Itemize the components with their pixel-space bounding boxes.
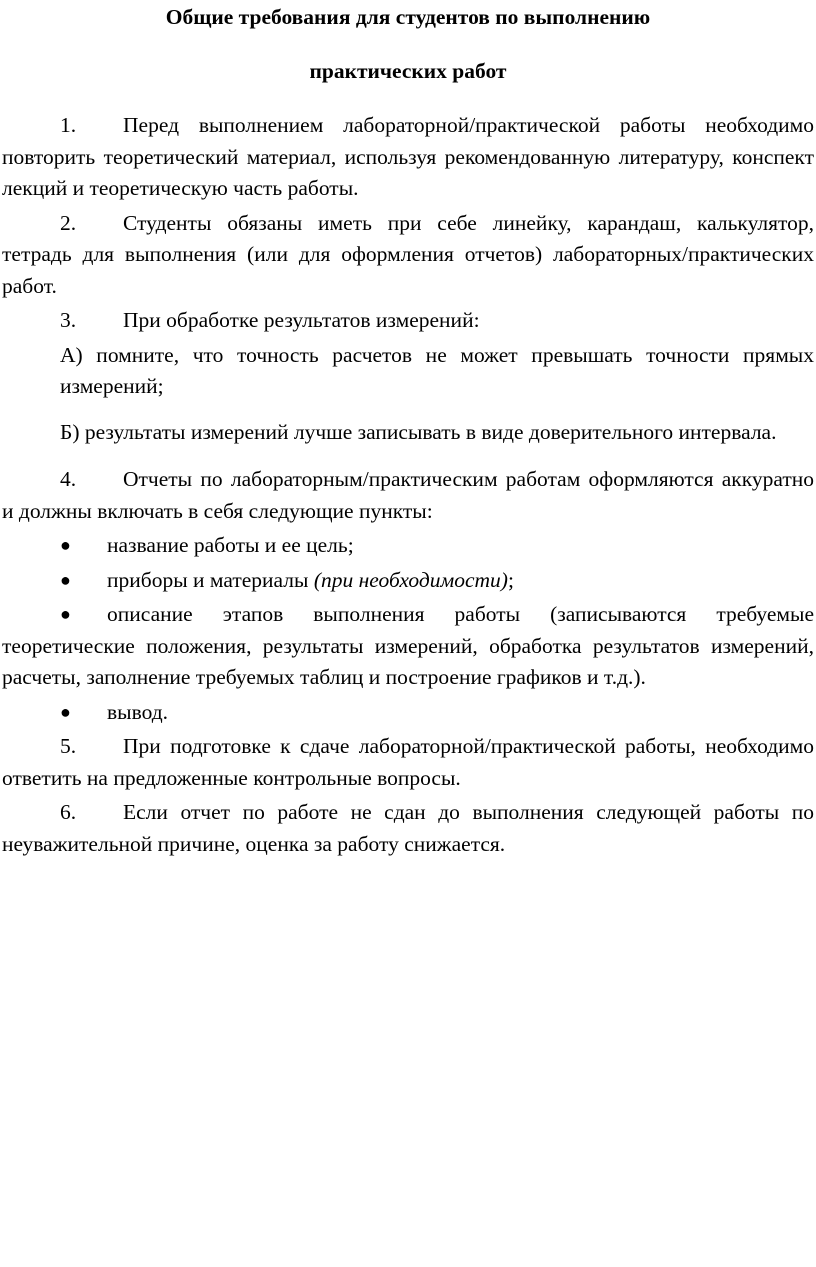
item-text: Перед выполнением лабораторной/практической работы необходимо повторить теоретический материал, используя рекомендованную литературу, конспект лекций и теоретическую часть работы. [2,113,814,200]
item-text: Отчеты по лабораторным/практическим работам оформляются аккуратно и должны включать в себя следующие пункты: [2,467,814,523]
bullet-item-3 [2,599,814,694]
item-number: 2. [60,210,77,235]
sub-item-a: А) помните, что точность расчетов не может превышать точности прямых измерений; [60,342,814,398]
sub-item-b: Б) результаты измерений лучше записывать в виде доверительного интервала. [60,419,777,444]
list-item-3 [2,305,814,337]
item-text: Если отчет по работе не сдан до выполнения следующей работы по неуважительной причине, оценка за работу снижается. [2,800,814,856]
bullet-item-1 [2,530,814,562]
list-item-6 [2,797,814,860]
bullet-icon: ● [60,701,71,722]
list-item-2 [2,208,814,303]
list-item-4 [2,464,814,527]
document-title-line-1: Общие требования для студентов по выполнению [165,5,651,29]
item-text: При обработке результатов измерений: [123,308,480,332]
list-item-5 [2,731,814,794]
bullet-icon: ● [60,604,71,624]
bullet-icon: ● [60,535,71,555]
requirements-list [2,110,814,860]
bullet-text: приборы и материалы [107,567,314,592]
item-number: 5. [60,734,77,758]
bullet-item-2 [2,565,814,597]
bullet-icon: ● [60,569,71,590]
bullet-text-after: ; [507,567,514,592]
item-number: 3. [60,308,77,332]
bullet-text: описание этапов выполнения работы (записываются требуемые теоретические положения, результаты измерений, обработка результатов измерений, расчеты, заполнение требуемых таблиц и построение графиков и т.д.). [2,602,814,689]
bullet-text: вывод. [107,699,169,724]
item-number: 6. [60,800,77,824]
item-text: Студенты обязаны иметь при себе линейку, карандаш, калькулятор, тетрадь для выполнения (или для оформления отчетов) лабораторных/практических работ. [2,210,814,298]
item-text: При подготовке к сдаче лабораторной/практической работы, необходимо ответить на предложенные контрольные вопросы. [2,734,814,790]
bullet-item-4 [2,697,814,729]
bullet-text: название работы и ее цель; [107,533,354,557]
bullet-italic-text: (при необходимости) [313,567,508,592]
item-number: 4. [60,467,77,491]
item-number: 1. [60,113,77,137]
list-item-1 [2,110,814,205]
document-title-line-2: практических работ [309,59,507,83]
